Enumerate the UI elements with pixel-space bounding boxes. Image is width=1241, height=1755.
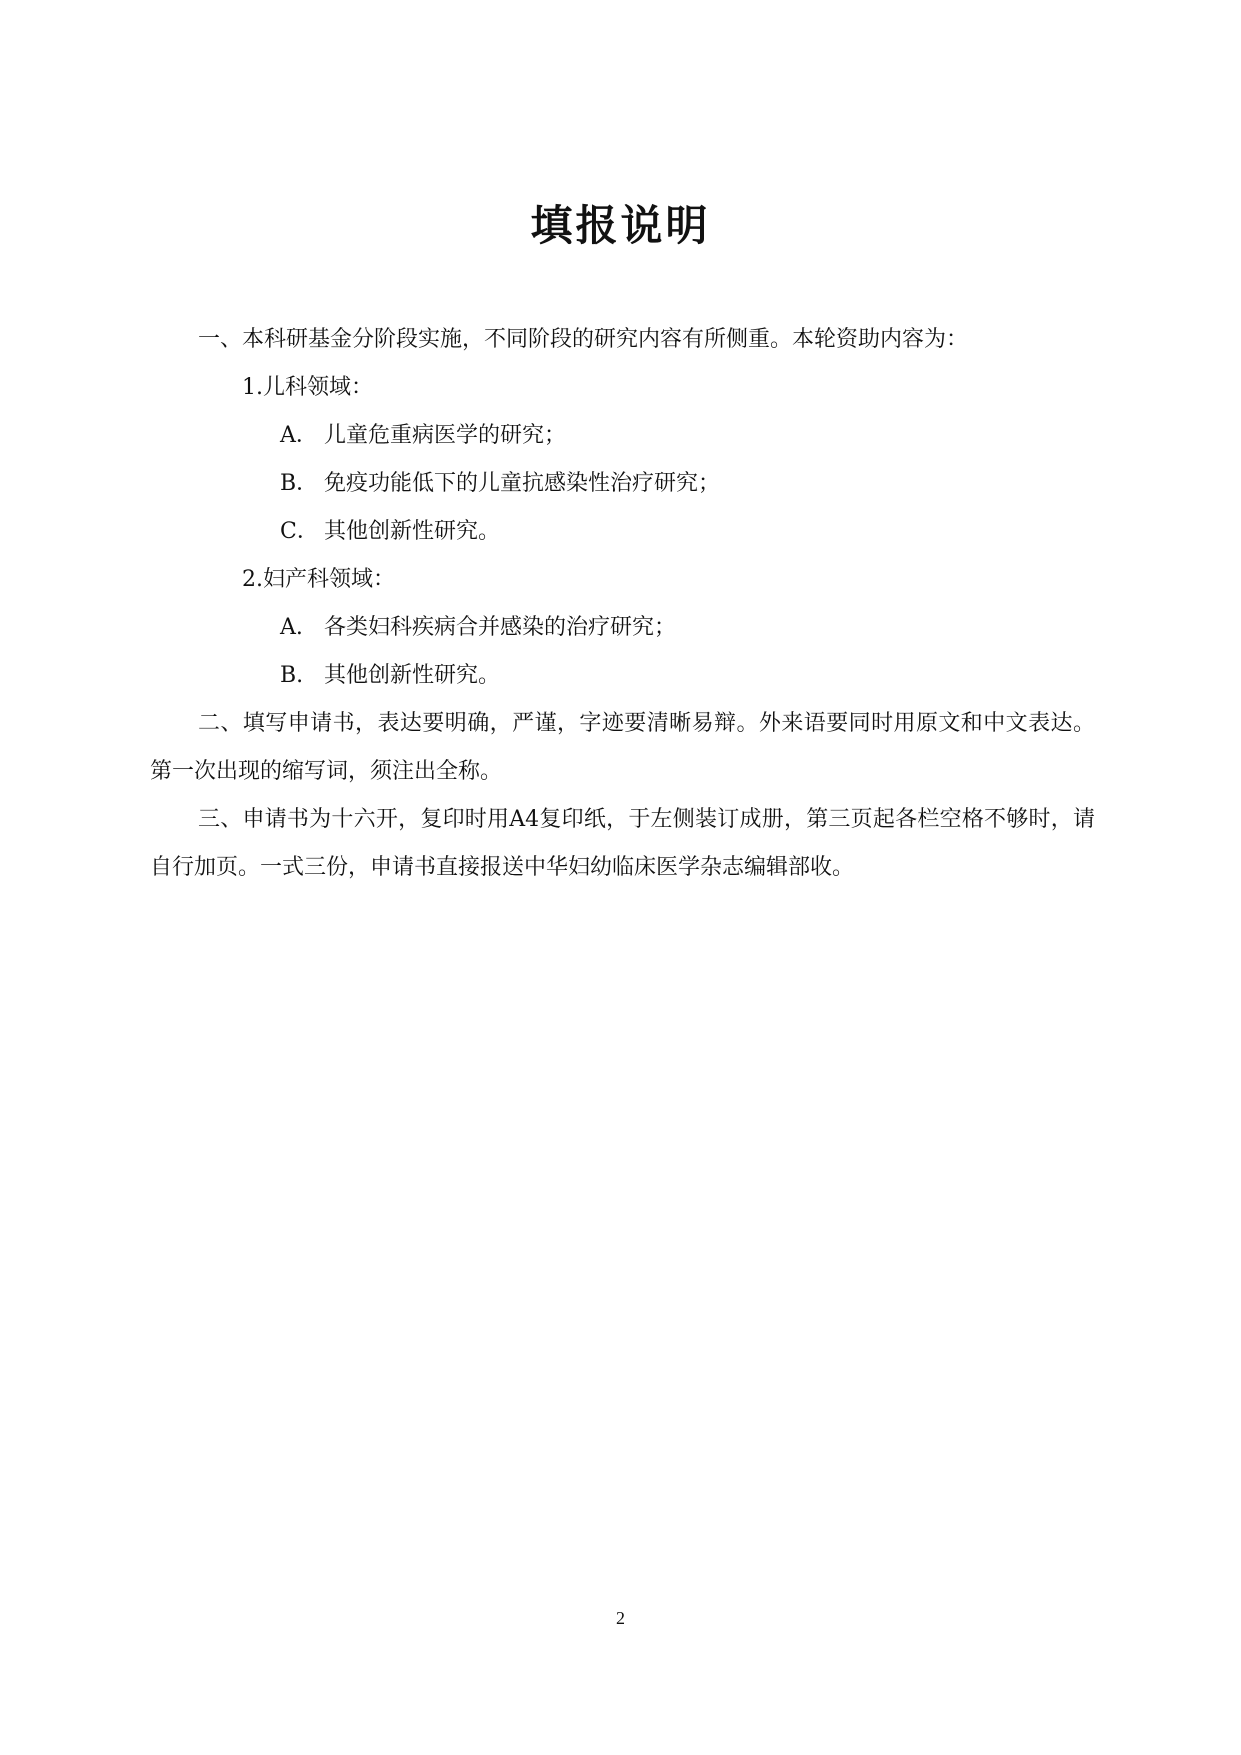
section-3-paragraph: 三、申请书为十六开，复印时用A4复印纸，于左侧装订成册，第三页起各栏空格不够时，请自行加页。一式三份，申请书直接报送中华妇幼临床医学杂志编辑部收。 <box>150 807 1095 880</box>
document-body <box>150 316 1095 892</box>
item-label: B. <box>280 663 304 688</box>
document-title: 填报说明 <box>530 201 711 250</box>
item-text: 儿童危重病医学的研究； <box>324 423 567 448</box>
item-label: B． <box>280 471 319 496</box>
field-1-item-b <box>150 460 1095 508</box>
item-text: 免疫功能低下的儿童抗感染性治疗研究； <box>324 471 721 496</box>
item-text: 其他创新性研究。 <box>324 519 501 544</box>
section-1-intro: 一、本科研基金分阶段实施，不同阶段的研究内容有所侧重。本轮资助内容为： <box>198 327 969 352</box>
item-label: C． <box>280 519 319 544</box>
item-label: A. <box>280 615 303 640</box>
item-text: 各类妇科疾病合并感染的治疗研究； <box>324 615 677 640</box>
item-text: 其他创新性研究。 <box>324 663 501 688</box>
field-2-item-b <box>150 652 1095 700</box>
field-2-heading: 2.妇产科领域： <box>242 567 395 592</box>
page-number: 2 <box>616 1608 625 1628</box>
item-label: A． <box>280 423 318 448</box>
field-1-item-a <box>150 412 1095 460</box>
section-2-paragraph: 二、填写申请书，表达要明确，严谨，字迹要清晰易辩。外来语要同时用原文和中文表达。第一次出现的缩写词，须注出全称。 <box>150 711 1095 784</box>
field-1-heading: 1.儿科领域： <box>242 375 373 400</box>
field-2-item-a <box>150 604 1095 652</box>
field-1-item-c <box>150 508 1095 556</box>
